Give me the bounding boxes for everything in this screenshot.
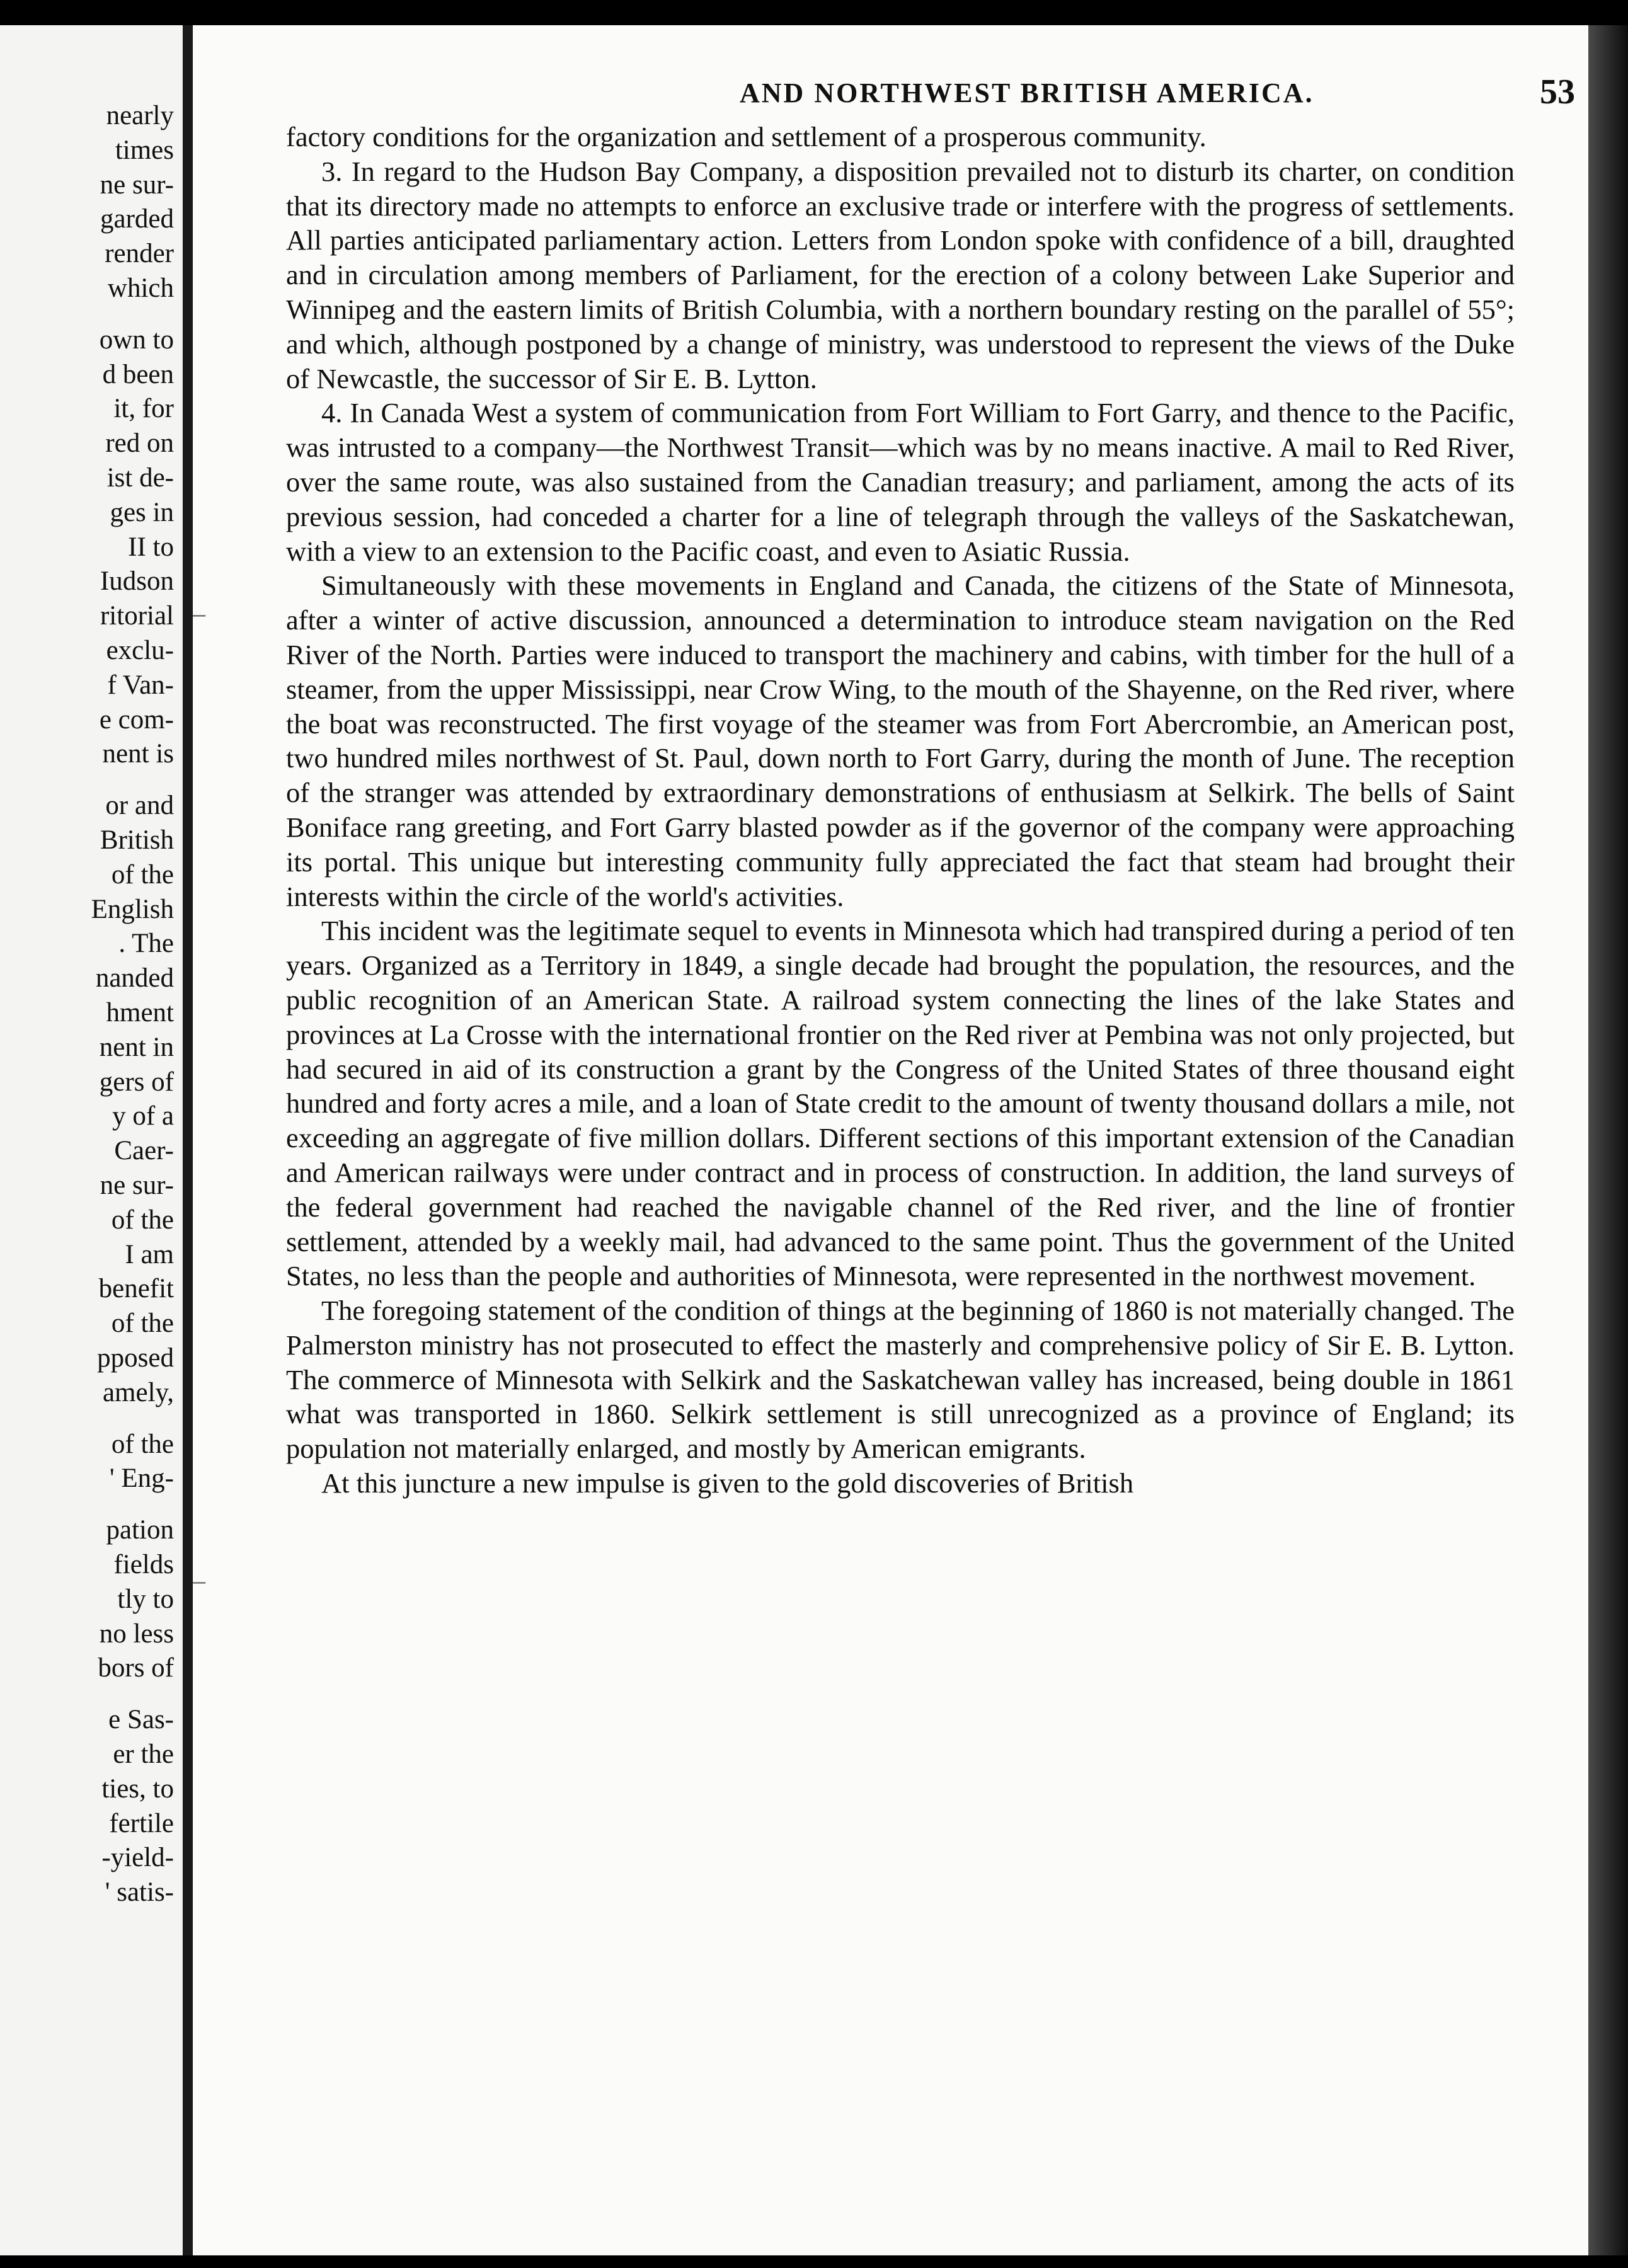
book-page <box>193 25 1588 2255</box>
left-page-line: nent in <box>99 1032 174 1062</box>
left-page-line: Iudson <box>100 566 174 597</box>
paragraph-foregoing-statement: The foregoing statement of the condition of things at the beginning of 1860 is not materially changed. The Palmerston ministry has not prosecuted to effect the masterly and comprehensive policy of Sir E. B. Lytton. The commerce of Minnesota with Selkirk and the Saskatchewan valley has increased, being double in 1861 what was transported in 1860. Selkirk settlement is still unrecognized as a province of England; its population not materially enlarged, and mostly by American emigrants. <box>286 1295 1515 1465</box>
left-page-line: fertile <box>109 1808 174 1838</box>
book-gutter <box>183 25 193 2255</box>
paragraph-hudson-bay: 3. In regard to the Hudson Bay Company, a disposition prevailed not to disturb its charter, on condition that its directory made no attempts to enforce an exclusive trade or interfere with the progress of settlements. All parties anticipated parliamentary action. Letters from London spoke with confidence of a bill, draughted and in circulation among members of Parliament, for the erection of a colony between Lake Superior and Winnipeg and the eastern limits of British Columbia, with a northern boundary resting on the parallel of 55°; and which, although postponed by a change of ministry, was understood to represent the views of the Duke of Newcastle, the successor of Sir E. B. Lytton. <box>286 155 1515 394</box>
page-edge-shadow <box>1588 25 1628 2255</box>
left-page-line: times <box>115 135 174 165</box>
left-page-line: ist de- <box>106 463 174 493</box>
left-page-line: benefit <box>98 1274 174 1304</box>
paragraph-canada-west: 4. In Canada West a system of communication from Fort William to Fort Garry, and thence to the Pacific, was intrusted to a company—the Northwest Transit—which was by no means inactive. A mail to Red River, over the same route, was also sustained from the Canadian treasury; and parliament, among the acts of its previous session, had conceded a charter for a line of telegraph through the valleys of the Saskatchewan, with a view to an extension to the Pacific coast, and even to Asiatic Russia. <box>286 397 1515 567</box>
left-page-line: ges in <box>110 497 174 527</box>
left-page-line: y of a <box>112 1101 174 1131</box>
left-page-line: f Van- <box>107 670 174 700</box>
left-page-line: red on <box>105 428 174 459</box>
left-page-line: own to <box>99 324 174 355</box>
left-page-line: e com- <box>99 704 174 735</box>
paragraph-continuation: factory conditions for the organization and settlement of a prosperous community. <box>286 121 1207 152</box>
left-page-line: no less <box>99 1618 174 1649</box>
margin-tick-mark: – <box>193 1566 205 1595</box>
left-page-line: or and <box>105 791 174 821</box>
left-page-line: ritorial <box>100 601 174 631</box>
left-page-line: I am <box>125 1239 174 1269</box>
left-page-line: exclu- <box>106 636 174 665</box>
left-page-fragment <box>0 25 183 2255</box>
left-page-line: pation <box>106 1515 174 1545</box>
left-page-line: hment <box>106 998 174 1028</box>
left-page-line: er the <box>113 1739 174 1769</box>
left-page-line: English <box>91 894 174 924</box>
left-page-line: fields <box>113 1550 174 1579</box>
left-page-line: nanded <box>95 963 174 994</box>
left-page-line: which <box>107 273 174 303</box>
left-page-line: ne sur- <box>100 169 174 200</box>
left-page-line: of the <box>111 1205 174 1235</box>
left-page-line: of the <box>111 1309 174 1339</box>
paragraph-minnesota-steamer: Simultaneously with these movements in England and Canada, the citizens of the State of Minnesota, after a winter of active discussion, announced a determination to introduce steam navigation on the Red River of the North. Parties were induced to transport the machinery and cabins, with timber for the hull of a steamer, from the upper Mississippi, near Crow Wing, to the mouth of the Shayenne, on the Red river, where the boat was reconstructed. The first voyage of the steamer was from Fort Abercrombie, an American post, two hundred miles northwest of St. Paul, down north to Fort Garry, during the month of June. The reception of the stranger was attended by extraordinary demonstrations of enthusiasm at Selkirk. The bells of Saint Boniface rang greeting, and Fort Garry blasted powder as if the governor of the company were approaching its portal. This unique but interesting community fully appreciated the fact that steam had brought their interests within the circle of the world's activities. <box>286 570 1515 912</box>
left-page-line: it, for <box>113 394 174 424</box>
left-page-line: render <box>105 239 174 269</box>
left-page-line: gers of <box>99 1067 174 1097</box>
left-page-line: -yield- <box>101 1843 174 1873</box>
left-page-line: bors of <box>98 1653 174 1683</box>
left-page-line: ' Eng- <box>109 1463 174 1494</box>
left-page-line: garded <box>100 204 174 234</box>
left-page-line: ties, to <box>101 1773 174 1804</box>
margin-tick-mark: – <box>193 599 205 627</box>
left-page-line: e Sas- <box>108 1705 174 1735</box>
running-head: AND NORTHWEST BRITISH AMERICA. <box>740 77 1314 108</box>
left-page-line: of the <box>111 859 174 890</box>
left-page-line: British <box>100 825 174 855</box>
left-page-line: nent is <box>102 739 174 769</box>
left-page-line: amely, <box>102 1377 174 1407</box>
left-page-line: ne sur- <box>100 1171 174 1200</box>
left-page-line: nearly <box>106 101 174 130</box>
left-page-line: . The <box>118 929 174 959</box>
body-text <box>286 120 1515 1501</box>
left-page-line: tly to <box>117 1584 174 1614</box>
left-page-line: d been <box>102 359 174 389</box>
paragraph-legitimate-sequel: This incident was the legitimate sequel to events in Minnesota which had transpired during a period of ten years. Organized as a Territory in 1849, a single decade had brought the population, the resources, and the public recognition of an American State. A railroad system connecting the lines of the lake States and provinces at La Crosse with the international frontier on the Red river at Pembina was not only projected, but had secured in aid of its construction a grant by the Congress of the United States of three thousand eight hundred and forty acres a mile, and a loan of State credit to the amount of twenty thousand dollars a mile, not exceeding an aggregate of five million dollars. Different sections of this important extension of the Canadian and American railways were under contract and in process of construction. In addition, the land surveys of the federal government had reached the navigable channel of the Red river, and the line of frontier settlement, attended by a weekly mail, had advanced to the same point. Thus the government of the United States, no less than the people and authorities of Minnesota, were represented in the northwest movement. <box>286 915 1515 1292</box>
page-number: 53 <box>1540 72 1575 112</box>
paragraph-new-impulse: At this juncture a new impulse is given to the gold discoveries of British <box>321 1467 1134 1499</box>
left-page-line: pposed <box>97 1343 174 1373</box>
left-page-line: Caer- <box>114 1136 174 1166</box>
left-page-line: II to <box>128 532 174 562</box>
left-page-line: of the <box>111 1429 174 1459</box>
left-page-line: ' satis- <box>105 1877 174 1908</box>
